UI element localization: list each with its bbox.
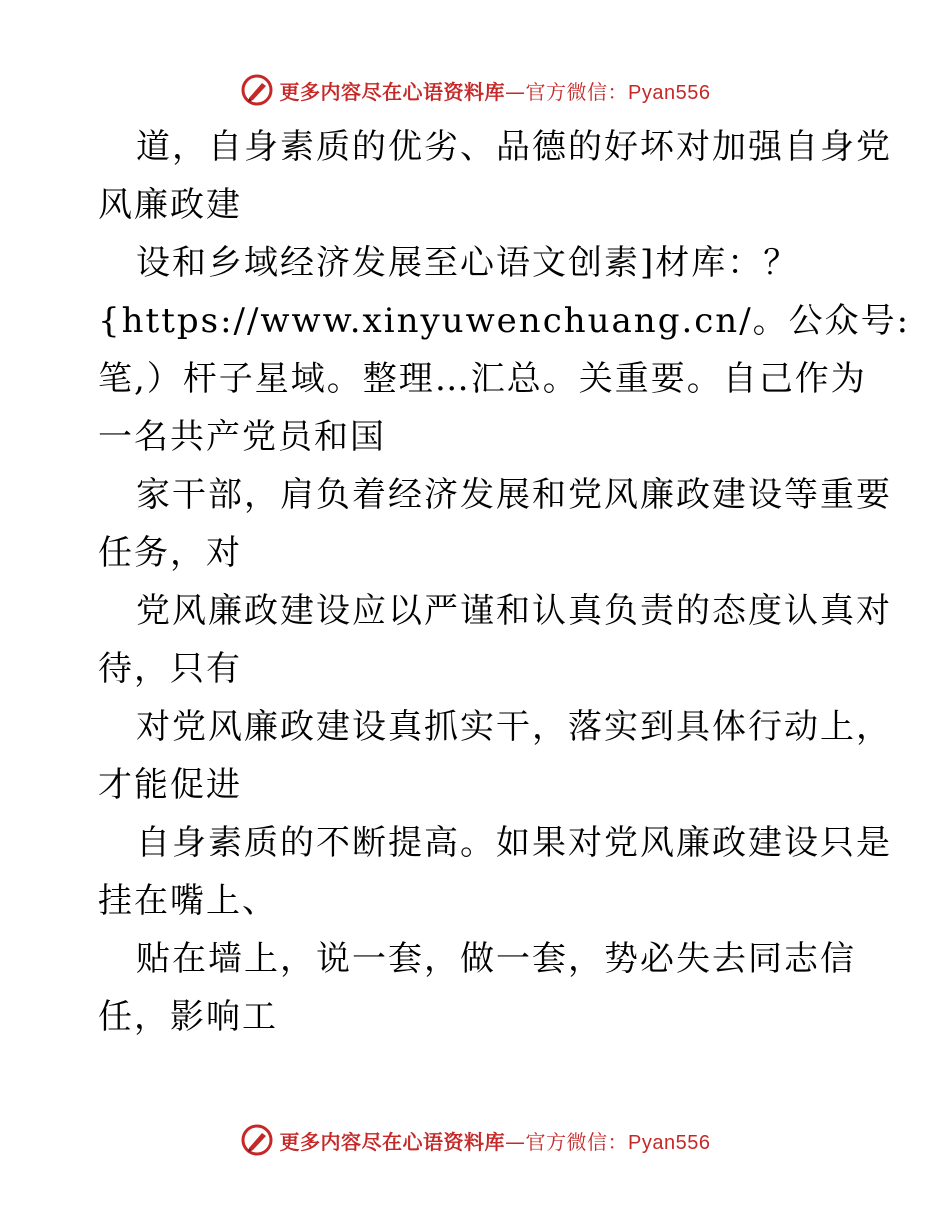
pen-logo-icon [240,1123,274,1157]
body-line: 自身素质的不断提高。如果对党风廉政建设只是 [136,823,892,863]
body-line: 党风廉政建设应以严谨和认真负责的态度认真对 [136,591,892,631]
body-line: 挂在嘴上、 [98,881,278,921]
body-line: 待，只有 [98,649,242,689]
body-line: 道，自身素质的优劣、品德的好坏对加强自身党 [136,127,892,167]
body-line: 才能促进 [98,765,242,805]
header-text: 更多内容尽在心语资料库—官方微信：Pyan556 [279,79,711,104]
body-line: 家干部，肩负着经济发展和党风廉政建设等重要 [136,475,892,515]
body-line: 风廉政建 [98,185,242,225]
footer-text: 更多内容尽在心语资料库—官方微信：Pyan556 [279,1129,711,1154]
body-line: 笔,）杆子星域。整理…汇总。关重要。自己作为 [98,359,867,399]
body-line: 一名共产党员和国 [98,417,386,457]
body-line: 对党风廉政建设真抓实干，落实到具体行动上， [136,707,892,747]
body-line: 任，影响工 [98,997,278,1037]
footer-banner [0,1120,950,1160]
document-body [98,118,911,1046]
body-line: 贴在墙上，说一套，做一套，势必失去同志信 [136,939,856,979]
header-banner [0,70,950,110]
body-line: 任务，对 [98,533,242,573]
body-line: 设和乡域经济发展至心语文创素]材库：？ [136,243,800,283]
body-line: {https://www.xinyuwenchuang.cn/。公众号: [98,301,911,341]
pen-logo-icon [240,73,274,107]
